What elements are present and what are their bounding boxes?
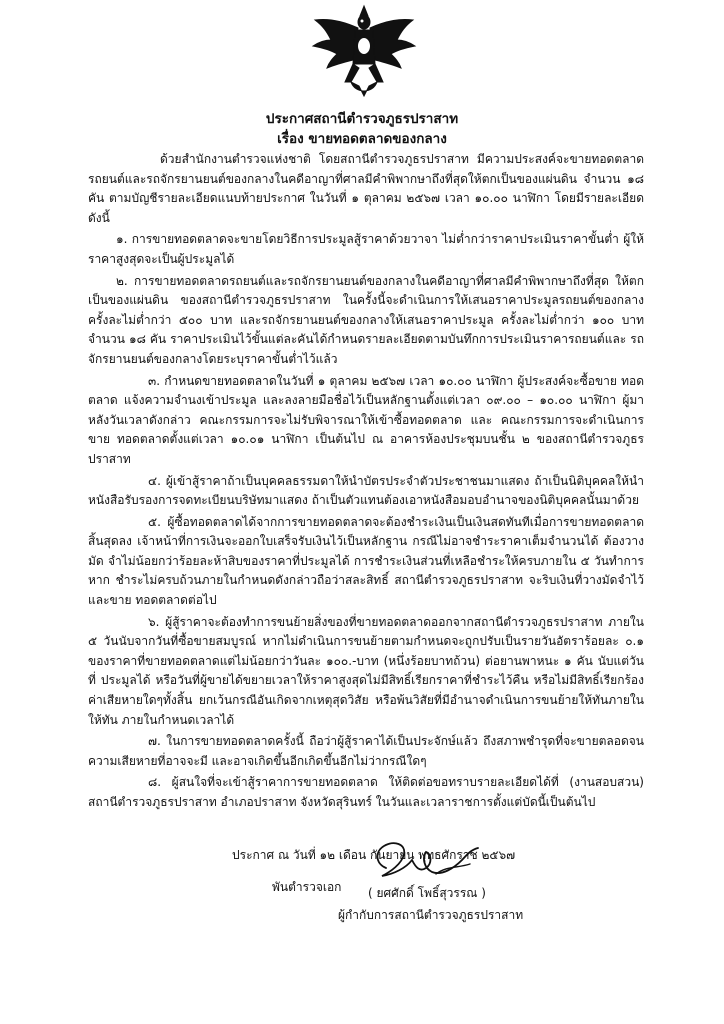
announcement-body <box>88 150 644 815</box>
signer-position: ผู้กำกับการสถานีตำรวจภูธรปราสาท <box>338 908 524 922</box>
clause-8: ๘. ผู้สนใจที่จะเข้าสู้ราคาการขายทอดตลาด ให้ติดต่อขอทราบรายละเอียดได้ที่ (งานสอบสวน) สถานีตำรวจภูธรปราสาท อำเภอปราสาท จังหวัดสุรินทร์ ในวันและเวลาราชการตั้งแต่บัดนี้เป็นต้นไป <box>88 775 644 809</box>
clause-2: ๒. การขายทอดตลาดรถยนต์และรถจักรยานยนต์ของกลางในคดีอาญาที่ศาลมีคำพิพากษาถึงที่สุด ให้ตกเป็นของแผ่นดิน ของสถานีตำรวจภูธรปราสาท ในครั้งนี้จะดำเนินการให้เสนอราคาประมูลรถยนต์ของกลาง ครั้งละไม่ต่ำกว่า ๕๐๐ บาท และรถจักรยานยนต์ของกลางให้เสนอราคาประมูล ครั้งละไม่ต่ำกว่า ๑๐๐ บาท จำนวน ๑๘ คัน ราคาประเมินไว้ขั้นแต่ละคันได้กำหนดรายละเอียดตามบันทึกการประเมินราคารถยนต์และ รถจักรยานยนต์ของกลางโดยระบุราคาขั้นต่ำไว้แล้ว <box>88 273 644 366</box>
clause-3: ๓. กำหนดขายทอดตลาดในวันที่ ๑ ตุลาคม ๒๕๖๗ เวลา ๑๐.๐๐ นาฬิกา ผู้ประสงค์จะซื้อขาย ทอดตลาด แจ้งความจำนงเข้าประมูล และลงลายมือชื่อไว้เป็นหลักฐานตั้งแต่เวลา ๐๙.๐๐ – ๑๐.๐๐ นาฬิกา ผู้มา หลังวันเวลาดังกล่าว คณะกรรมการจะไม่รับพิจารณาให้เข้าซื้อทอดตลาด และ คณะกรรมการจะดำเนินการขาย ทอดตลาดตั้งแต่เวลา ๑๐.๐๑ นาฬิกา เป็นต้นไป ณ อาคารห้องประชุมบนชั้น ๒ ของสถานีตำรวจภูธรปราสาท <box>88 373 644 466</box>
clause-5: ๕. ผู้ซื้อทอดตลาดได้จากการขายทอดตลาดจะต้องชำระเงินเป็นเงินสดทันทีเมื่อการขายทอดตลาด สิ้นสุดลง เจ้าหน้าที่การเงินจะออกใบเสร็จรับเงินไว้เป็นหลักฐาน กรณีไม่อาจชำระราคาเต็มจำนวนได้ ต้องวางมัด จำไม่น้อยกว่าร้อยละห้าสิบของราคาที่ประมูลได้ การชำระเงินส่วนที่เหลือชำระให้ครบภายใน ๕ วันทำการ หาก ชำระไม่ครบถ้วนภายในกำหนดดังกล่าวถือว่าสละสิทธิ์ สถานีตำรวจภูธรปราสาท จะริบเงินที่วางมัดจำไว้ และขาย ทอดตลาดต่อไป <box>88 514 644 608</box>
announcement-title: ประกาศสถานีตำรวจภูธรปราสาท <box>265 111 459 127</box>
announcement-date: ประกาศ ณ วันที่ ๑๒ เดือน กันยายน พุทธศักราช ๒๕๖๗ <box>232 848 516 862</box>
clause-7: ๗. ในการขายทอดตลาดครั้งนี้ ถือว่าผู้สู้ราคาได้เป็นประจักษ์แล้ว ถึงสภาพชำรุดที่จะขายตลอดจน ความเสียหายที่อาจจะมี และอาจเกิดขึ้นอีกเกิดขึ้นอีกไม่ว่ากรณีใดๆ <box>88 734 644 768</box>
signer-rank: พันตำรวจเอก <box>272 880 342 894</box>
intro-paragraph: ด้วยสำนักงานตำรวจแห่งชาติ โดยสถานีตำรวจภูธรปราสาท มีความประสงค์จะขายทอดตลาด รถยนต์และรถจักรยานยนต์ของกลางในคดีอาญาที่ศาลมีคำพิพากษาถึงที่สุดให้ตกเป็นของแผ่นดิน จำนวน ๑๘ คัน ตามบัญชีรายละเอียดแนบท้ายประกาศ ในวันที่ ๑ ตุลาคม ๒๕๖๗ เวลา ๑๐.๐๐ นาฬิกา โดยมีรายละเอียด ดังนี้ <box>88 152 644 225</box>
garuda-emblem-icon <box>305 2 423 100</box>
handwritten-signature-icon <box>366 838 490 882</box>
clause-4: ๔. ผู้เข้าสู้ราคาถ้าเป็นบุคคลธรรมดาให้นำบัตรประจำตัวประชาชนมาแสดง ถ้าเป็นนิติบุคคลให้นำ หนังสือรับรองการจดทะเบียนบริษัทมาแสดง ถ้าเป็นตัวแทนต้องเอาหนังสือมอบอำนาจของนิติบุคคลนั้นมาด้วย <box>88 473 644 508</box>
clause-6: ๖. ผู้สู้ราคาจะต้องทำการขนย้ายสิ่งของที่ขายทอดตลาดออกจากสถานีตำรวจภูธรปราสาท ภายใน ๕ วันนับจากวันที่ซื้อขายสมบูรณ์ หากไม่ดำเนินการขนย้ายตามกำหนดจะถูกปรับเป็นรายวันอัตราร้อยละ ๐.๑ ของราคาที่ขายทอดตลาดแต่ไม่น้อยกว่าวันละ ๑๐๐.-บาท (หนึ่งร้อยบาทถ้วน) ต่อยานพาหนะ ๑ คัน นับแต่วันที่ ประมูลได้ หรือวันที่ผู้ขายได้ขยายเวลาให้ราคาสูงสุดไม่มีสิทธิ์เรียกราคาที่ชำระไว้คืน หรือไม่มีสิทธิ์เรียกร้อง ค่าเสียหายใดๆทั้งสิ้น ยกเว้นกรณีอันเกิดจากเหตุสุดวิสัย หรือพ้นวิสัยที่มีอำนาจดำเนินการขนย้ายให้ทันภายในให้ทัน ภายในกำหนดเวลาได้ <box>88 614 644 727</box>
announcement-subject: เรื่อง ขายทอดตลาดของกลาง <box>277 131 447 147</box>
clause-1: ๑. การขายทอดตลาดจะขายโดยวิธีการประมูลสู้ราคาด้วยวาจา ไม่ต่ำกว่าราคาประเมินราคาขั้นต่ำ ผู้ให้ราคาสูงสุดจะเป็นผู้ประมูลได้ <box>88 232 644 266</box>
signer-name: ( ยศศักดิ์ โพธิ์สุวรรณ ) <box>368 886 486 900</box>
